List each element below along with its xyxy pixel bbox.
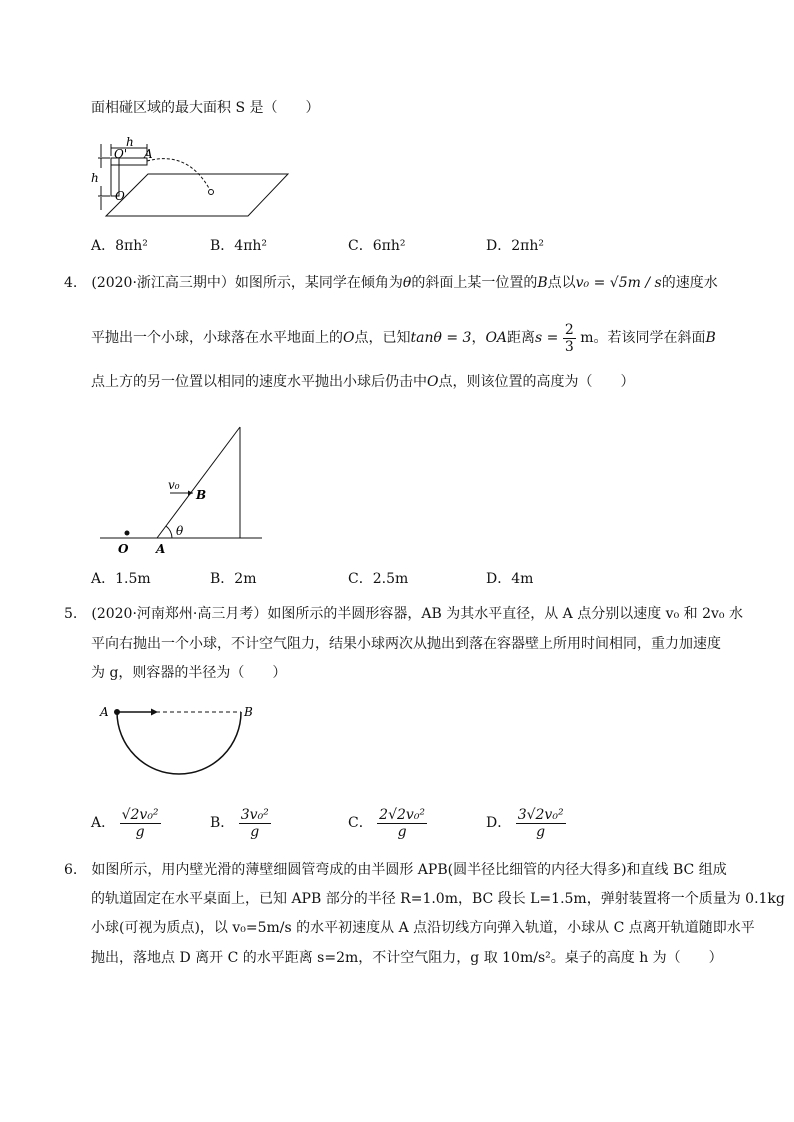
q5-line-1: 5. (2020·河南郑州·高三月考）如图所示的半圆形容器，AB 为其水平直径，从 A 点分别以速度 v₀ 和 2v₀ 水 [64, 606, 743, 622]
q3-figure [88, 130, 298, 220]
q4-line-2: 平抛出一个小球，小球落在水平地面上的O点，已知tanθ = 3，OA距离s = $\frac{2}{3}$ m。若该同学在斜面B [91, 321, 716, 355]
q3-landing-ball [209, 190, 214, 195]
q5-option-a[interactable]: A． $\frac{\text{√2v₀²}}{g}$ [91, 806, 159, 840]
q3-label-h-top: h [126, 135, 134, 149]
q4-label-O: O [118, 542, 129, 556]
q3-label-O: O [115, 189, 125, 203]
q4-figure [100, 425, 280, 555]
q3-horizontal-plane [106, 174, 288, 216]
q6-line-3: 小球(可视为质点)，以 v₀=5m/s 的水平初速度从 A 点沿切线方向弹入轨道，小球从 C 点离开轨道随即水平 [91, 920, 755, 936]
q5-semicircle [117, 712, 241, 774]
q6-line-4: 抛出，落地点 D 离开 C 的水平距离 s=2m，不计空气阻力，g 取 10m/s²。桌子的高度 h 为（ ） [91, 950, 723, 966]
q4-s-fraction: $\frac{2}{3}$ [564, 321, 574, 355]
q4-option-b[interactable]: B．2m [210, 571, 257, 587]
q4-label-theta: θ [176, 524, 184, 538]
q3-option-d[interactable]: D．2πh² [486, 238, 544, 254]
q3-label-O-prime: O' [114, 147, 128, 161]
q5-option-b[interactable]: B． $\frac{\text{3v₀²}}{g}$ [210, 806, 269, 840]
q5-figure [96, 700, 266, 810]
q3-tail-text: 面相碰区域的最大面积 S 是（ ） [91, 100, 320, 116]
q5-line-2: 平向右抛出一个小球，不计空气阻力，结果小球两次从抛出到落在容器壁上所用时间相同，重力加速度 [91, 636, 721, 652]
q3-option-b[interactable]: B．4πh² [210, 238, 268, 254]
q3-option-c[interactable]: C．6πh² [348, 238, 406, 254]
q5-label-A: A [100, 705, 109, 719]
q6-line-2: 的轨道固定在水平桌面上，已知 APB 部分的半径 R=1.0m，BC 段长 L=1.5m，弹射装置将一个质量为 0.1kg [91, 891, 785, 907]
q4-label-B: B [196, 488, 207, 502]
q4-option-a[interactable]: A．1.5m [91, 571, 151, 587]
q3-label-A: A [144, 147, 153, 161]
q4-option-d[interactable]: D．4m [486, 571, 534, 587]
q5-label-B: B [244, 705, 253, 719]
q4-option-c[interactable]: C．2.5m [348, 571, 409, 587]
q3-label-h-left: h [91, 171, 99, 185]
q5-option-d[interactable]: D． $\frac{\text{3√2v₀²}}{g}$ [486, 806, 564, 840]
q4-angle-arc [166, 526, 172, 538]
q4-line-3: 点上方的另一位置以相同的速度水平抛出小球后仍击中O点，则该位置的高度为（ ） [91, 374, 635, 390]
q5-line-3: 为 g，则容器的半径为（ ） [91, 665, 287, 681]
q6-line-1: 6. 如图所示，用内壁光滑的薄壁细圆管弯成的由半圆形 APB(圆半径比细管的内径大得多)和直线 BC 组成 [64, 862, 727, 878]
q3-option-a[interactable]: A．8πh² [91, 238, 148, 254]
q4-label-A: A [156, 542, 166, 556]
q5-ball-A [114, 709, 120, 715]
q4-label-v0: v₀ [168, 478, 180, 492]
q4-line-1: 4. (2020·浙江高三期中）如图所示，某同学在倾角为θ的斜面上某一位置的B点以v₀ = √5m / s的速度水 [64, 275, 718, 291]
q5-option-c[interactable]: C． $\frac{\text{2√2v₀²}}{g}$ [348, 806, 426, 840]
q4-ball-O [125, 531, 130, 536]
